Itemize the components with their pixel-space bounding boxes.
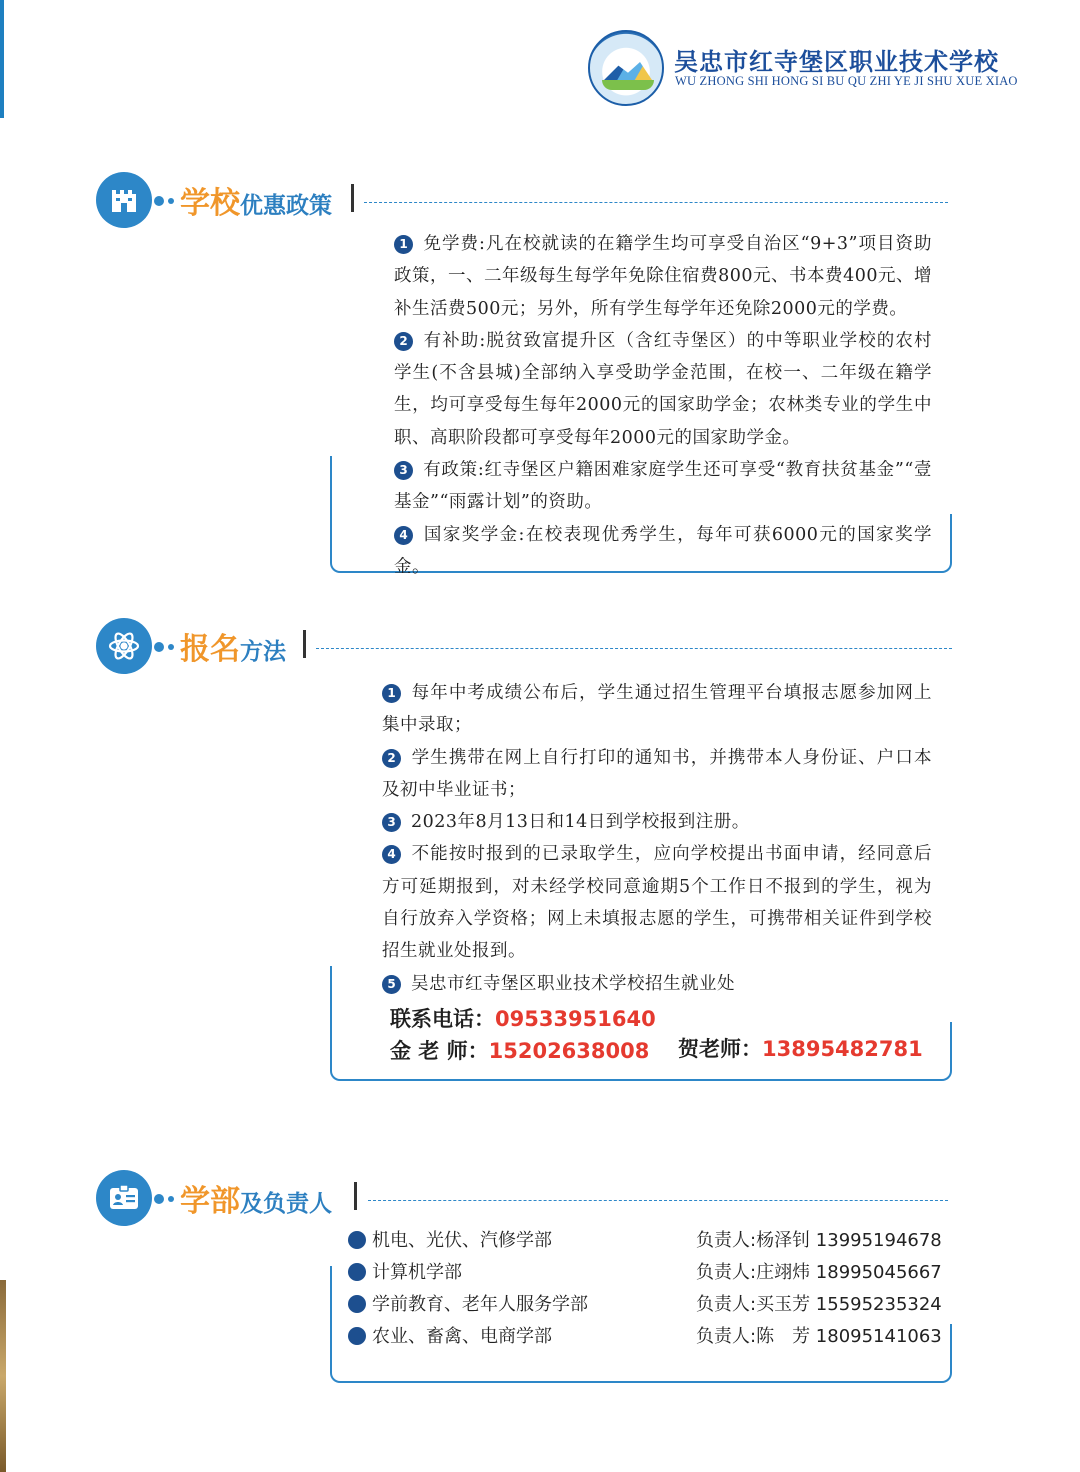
left-edge-bar xyxy=(0,0,4,118)
school-logo-icon xyxy=(588,30,664,106)
id-card-icon xyxy=(96,1170,152,1226)
dept-row-3: 学前教育、老年人服务学部 负责人:买玉芳 15595235324 xyxy=(348,1288,948,1320)
contact-phone-number[interactable]: 09533951640 xyxy=(495,1007,656,1031)
contact-teacher-he: 贺老师：13895482781 xyxy=(678,1037,923,1061)
dept-row-1: 机电、光伏、汽修学部 负责人:杨泽钊 13995194678 xyxy=(348,1224,948,1256)
title-divider xyxy=(303,630,306,658)
policy-item-4: 4 国家奖学金:在校表现优秀学生，每年可获6000元的国家奖学金。 xyxy=(394,524,932,577)
dashed-rule xyxy=(368,1200,948,1201)
contact-teacher-jin: 金 老 师：15202638008 xyxy=(390,1039,650,1063)
dot-connector xyxy=(154,641,176,653)
policy-list xyxy=(360,228,932,583)
enroll-section-title: 报名方法 xyxy=(180,632,286,667)
policy-item-2: 2 有补助:脱贫致富提升区（含红寺堡区）的中等职业学校的农村学生(不含县城)全部纳入享受助学金范围，在校一、二年级在籍学生，均可享受每生每年2000元的国家助学金；农林类专业的学生中职、高职阶段都可享受每年2000元的国家助学金。 xyxy=(394,330,932,448)
left-edge-photo-strip xyxy=(0,1280,6,1472)
enroll-item-4: 4 不能按时报到的已录取学生，应向学校提出书面申请，经同意后方可延期报到，对未经学校同意逾期5个工作日不报到的学生，视为自行放弃入学资格；网上未填报志愿的学生，可携带相关证件到学校招生就业处报到。 xyxy=(382,844,932,962)
bullet-dot xyxy=(348,1263,366,1281)
enroll-section-header xyxy=(96,618,956,678)
dept-row-2: 计算机学部 负责人:庄翊炜 18995045667 xyxy=(348,1256,948,1288)
title-divider xyxy=(354,1182,357,1210)
title-divider xyxy=(351,184,354,212)
dept-section-header xyxy=(96,1170,956,1230)
enroll-item-2: 2 学生携带在网上自行打印的通知书，并携带本人身份证、户口本及初中毕业证书； xyxy=(382,747,932,800)
bullet-dot xyxy=(348,1327,366,1345)
atom-icon xyxy=(96,618,152,674)
castle-icon xyxy=(96,172,152,228)
dashed-rule xyxy=(364,202,948,203)
bullet-dot xyxy=(348,1231,366,1249)
enroll-item-1: 1 每年中考成绩公布后，学生通过招生管理平台填报志愿参加网上集中录取； xyxy=(382,683,932,736)
dept-section-title: 学部及负责人 xyxy=(180,1184,332,1219)
policy-item-1: 1 免学费:凡在校就读的在籍学生均可享受自治区“9+3”项目资助政策，一、二年级每生每学年免除住宿费800元、书本费400元、增补生活费500元；另外，所有学生每学年还免除2000元的学费。 xyxy=(394,234,932,319)
policy-section-header xyxy=(96,172,956,232)
bullet-dot xyxy=(348,1295,366,1313)
contact-phone: 联系电话：09533951640 xyxy=(390,1007,656,1031)
policy-section-title: 学校优惠政策 xyxy=(180,186,332,221)
dot-connector xyxy=(154,195,176,207)
school-name-cn: 吴忠市红寺堡区职业技术学校 xyxy=(674,48,999,76)
dot-connector xyxy=(154,1193,176,1205)
dept-row-4: 农业、畜禽、电商学部 负责人:陈 芳 18095141063 xyxy=(348,1320,948,1352)
enroll-item-5: 5 吴忠市红寺堡区职业技术学校招生就业处 xyxy=(348,968,932,1000)
policy-item-3: 3 有政策:红寺堡区户籍困难家庭学生还可享受“教育扶贫基金”“壹基金”“雨露计划”的资助。 xyxy=(394,460,932,513)
school-name-en: WU ZHONG SHI HONG SI BU QU ZHI YE JI SHU XUE XIAO xyxy=(675,74,1018,88)
enroll-item-3: 3 2023年8月13日和14日到学校报到注册。 xyxy=(348,806,932,838)
teacher-he-phone[interactable]: 13895482781 xyxy=(762,1037,923,1061)
teacher-jin-phone[interactable]: 15202638008 xyxy=(488,1039,650,1063)
dashed-rule xyxy=(316,648,952,649)
enroll-list xyxy=(348,677,932,1000)
